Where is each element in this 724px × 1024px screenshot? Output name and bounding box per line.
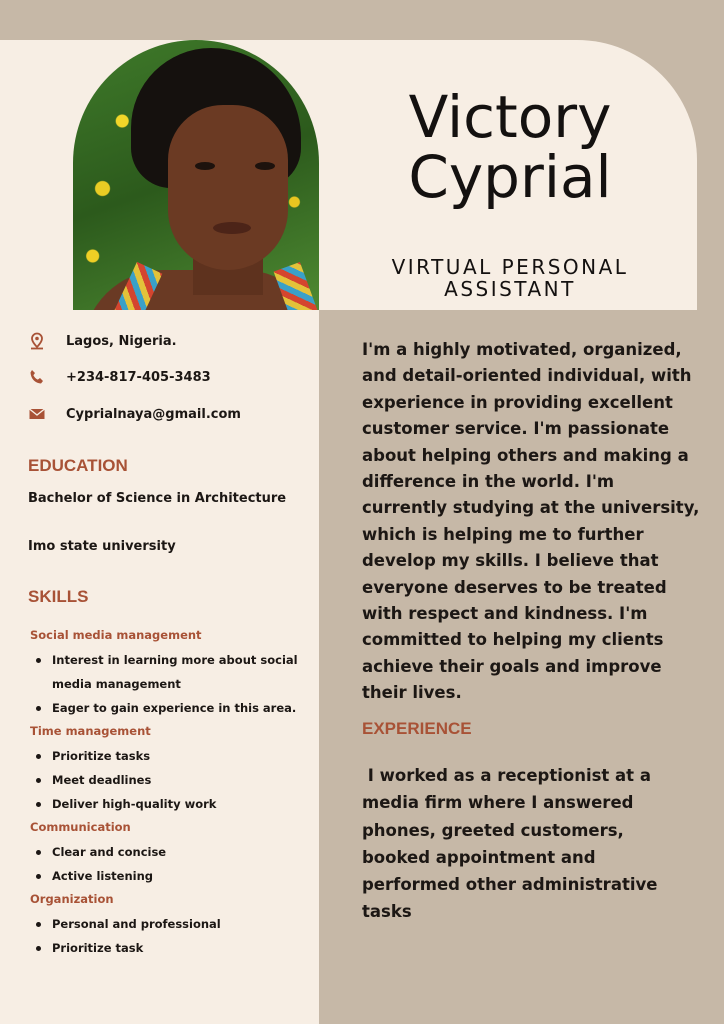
job-title: VIRTUAL PERSONAL ASSISTANT xyxy=(391,255,629,301)
experience-paragraph: I worked as a receptionist at a media firm where I answered phones, greeted customers, booked appointment and performed other administrative tasks xyxy=(362,766,664,922)
photo-face xyxy=(168,105,288,270)
profile-photo xyxy=(73,40,319,310)
phone-text: +234-817-405-3483 xyxy=(66,369,211,385)
skill-item: Deliver high-quality work xyxy=(30,792,315,816)
contact-location xyxy=(28,332,177,350)
skill-category: Social media management xyxy=(30,628,202,642)
contact-phone xyxy=(28,368,211,386)
skill-category: Time management xyxy=(30,724,151,738)
education-heading: EDUCATION xyxy=(28,456,128,475)
education-degree: Bachelor of Science in Architecture xyxy=(28,491,287,506)
contact-email xyxy=(28,405,241,423)
skill-item: Personal and professional xyxy=(30,912,315,936)
envelope-icon xyxy=(28,405,46,423)
skill-items xyxy=(30,744,315,816)
email-text: Cyprialnaya@gmail.com xyxy=(66,406,241,422)
skill-item: Prioritize task xyxy=(30,936,315,960)
skill-items xyxy=(30,840,315,888)
skill-category: Communication xyxy=(30,820,131,834)
skill-item: Clear and concise xyxy=(30,840,315,864)
skill-items xyxy=(30,648,315,720)
photo-lips xyxy=(213,222,251,234)
photo-eye-right xyxy=(255,162,275,170)
location-pin-icon xyxy=(28,332,46,350)
skills-list xyxy=(30,627,315,963)
skills-heading: SKILLS xyxy=(28,587,89,606)
skill-item: Meet deadlines xyxy=(30,768,315,792)
skill-item: Active listening xyxy=(30,864,315,888)
skill-item: Eager to gain experience in this area. xyxy=(30,696,315,720)
first-name: Victory xyxy=(408,83,612,151)
education-school: Imo state university xyxy=(28,539,176,554)
last-name: Cyprial xyxy=(408,143,612,211)
phone-icon xyxy=(28,368,46,386)
skill-category: Organization xyxy=(30,892,114,906)
skill-item: Interest in learning more about social media management xyxy=(30,648,315,696)
skill-items xyxy=(30,912,315,960)
location-text: Lagos, Nigeria. xyxy=(66,333,177,349)
skill-item: Prioritize tasks xyxy=(30,744,315,768)
photo-eye-left xyxy=(195,162,215,170)
experience-heading: EXPERIENCE xyxy=(362,719,472,738)
about-paragraph: I'm a highly motivated, organized, and detail-oriented individual, with experience in providing excellent customer service. I'm passionate about helping others and making a difference in the world. I'm currently studying at the university, which is helping me to further develop my skills. I believe that everyone deserves to be treated with respect and kindness. I'm committed to helping my clients achieve their goals and improve their lives. xyxy=(362,340,700,703)
